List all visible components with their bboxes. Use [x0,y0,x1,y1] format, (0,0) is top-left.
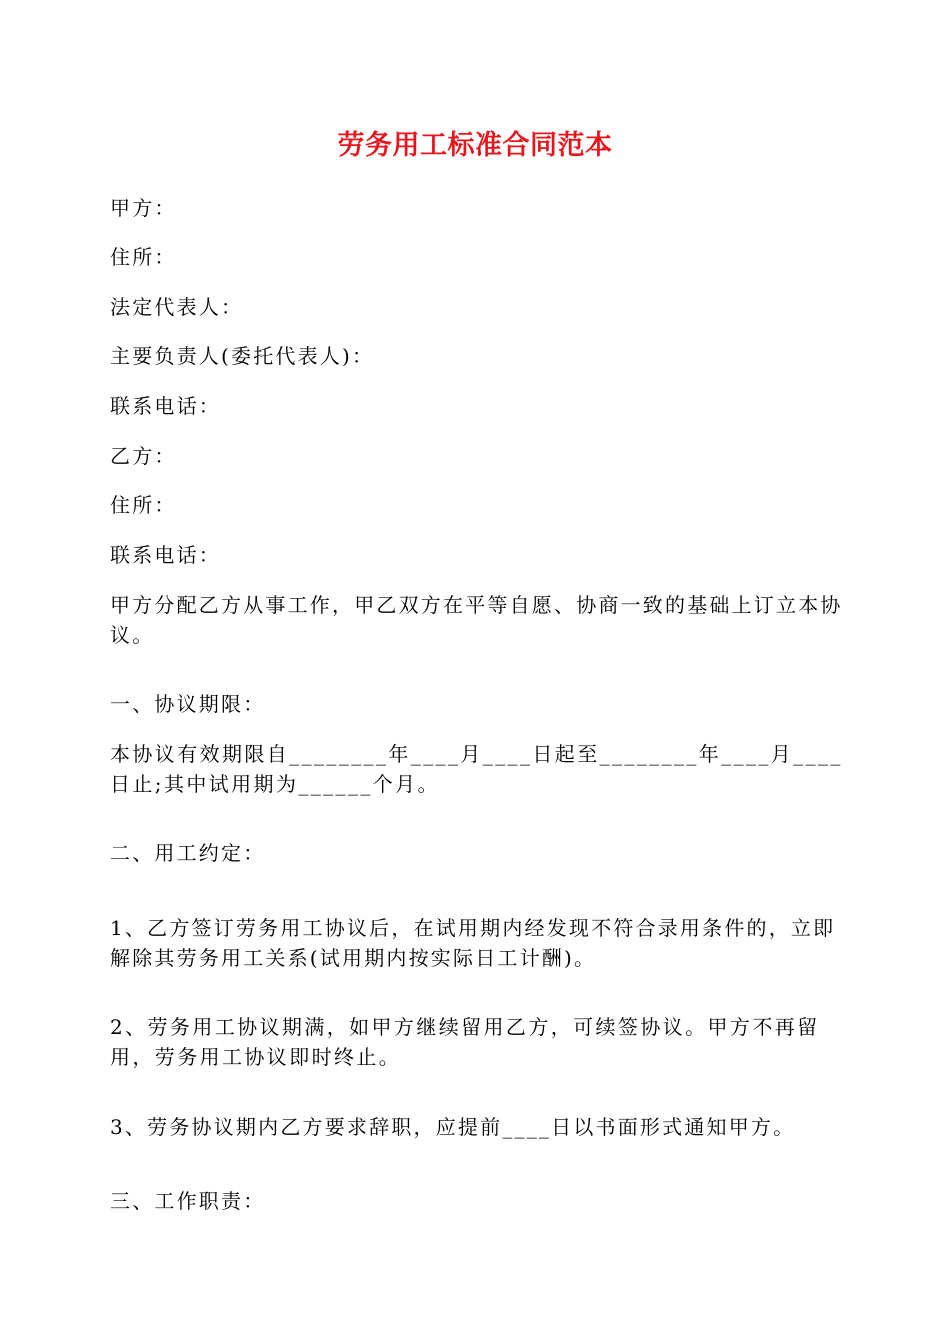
clause-2: 2、劳务用工协议期满，如甲方继续留用乙方，可续签协议。甲方不再留用，劳务用工协议即时终止。 [110,1015,820,1069]
party-a-field: 甲方： [110,196,177,220]
intro-paragraph: 甲方分配乙方从事工作，甲乙双方在平等自愿、协商一致的基础上订立本协议。 [110,593,843,647]
section-heading-term: 一、协议期限： [110,692,266,716]
party-a-address-field: 住所： [110,245,177,269]
section-heading-employment: 二、用工约定： [110,841,266,865]
term-paragraph: 本协议有效期限自________年____月____日起至________年____月____日止;其中试用期为______个月。 [110,742,843,796]
party-b-field: 乙方： [110,444,177,468]
clause-1: 1、乙方签订劳务用工协议后，在试用期内经发现不符合录用条件的，立即解除其劳务用工关系(试用期内按实际日工计酬)。 [110,916,836,970]
party-b-phone-field: 联系电话： [110,543,221,567]
legal-representative-field: 法定代表人： [110,295,244,319]
party-a-phone-field: 联系电话： [110,394,221,418]
party-b-address-field: 住所： [110,493,177,517]
section-heading-duties: 三、工作职责： [110,1189,266,1213]
clause-3: 3、劳务协议期内乙方要求辞职，应提前____日以书面形式通知甲方。 [110,1115,796,1139]
document-title: 劳务用工标准合同范本 [337,130,613,161]
principal-field: 主要负责人(委托代表人)： [110,344,375,368]
